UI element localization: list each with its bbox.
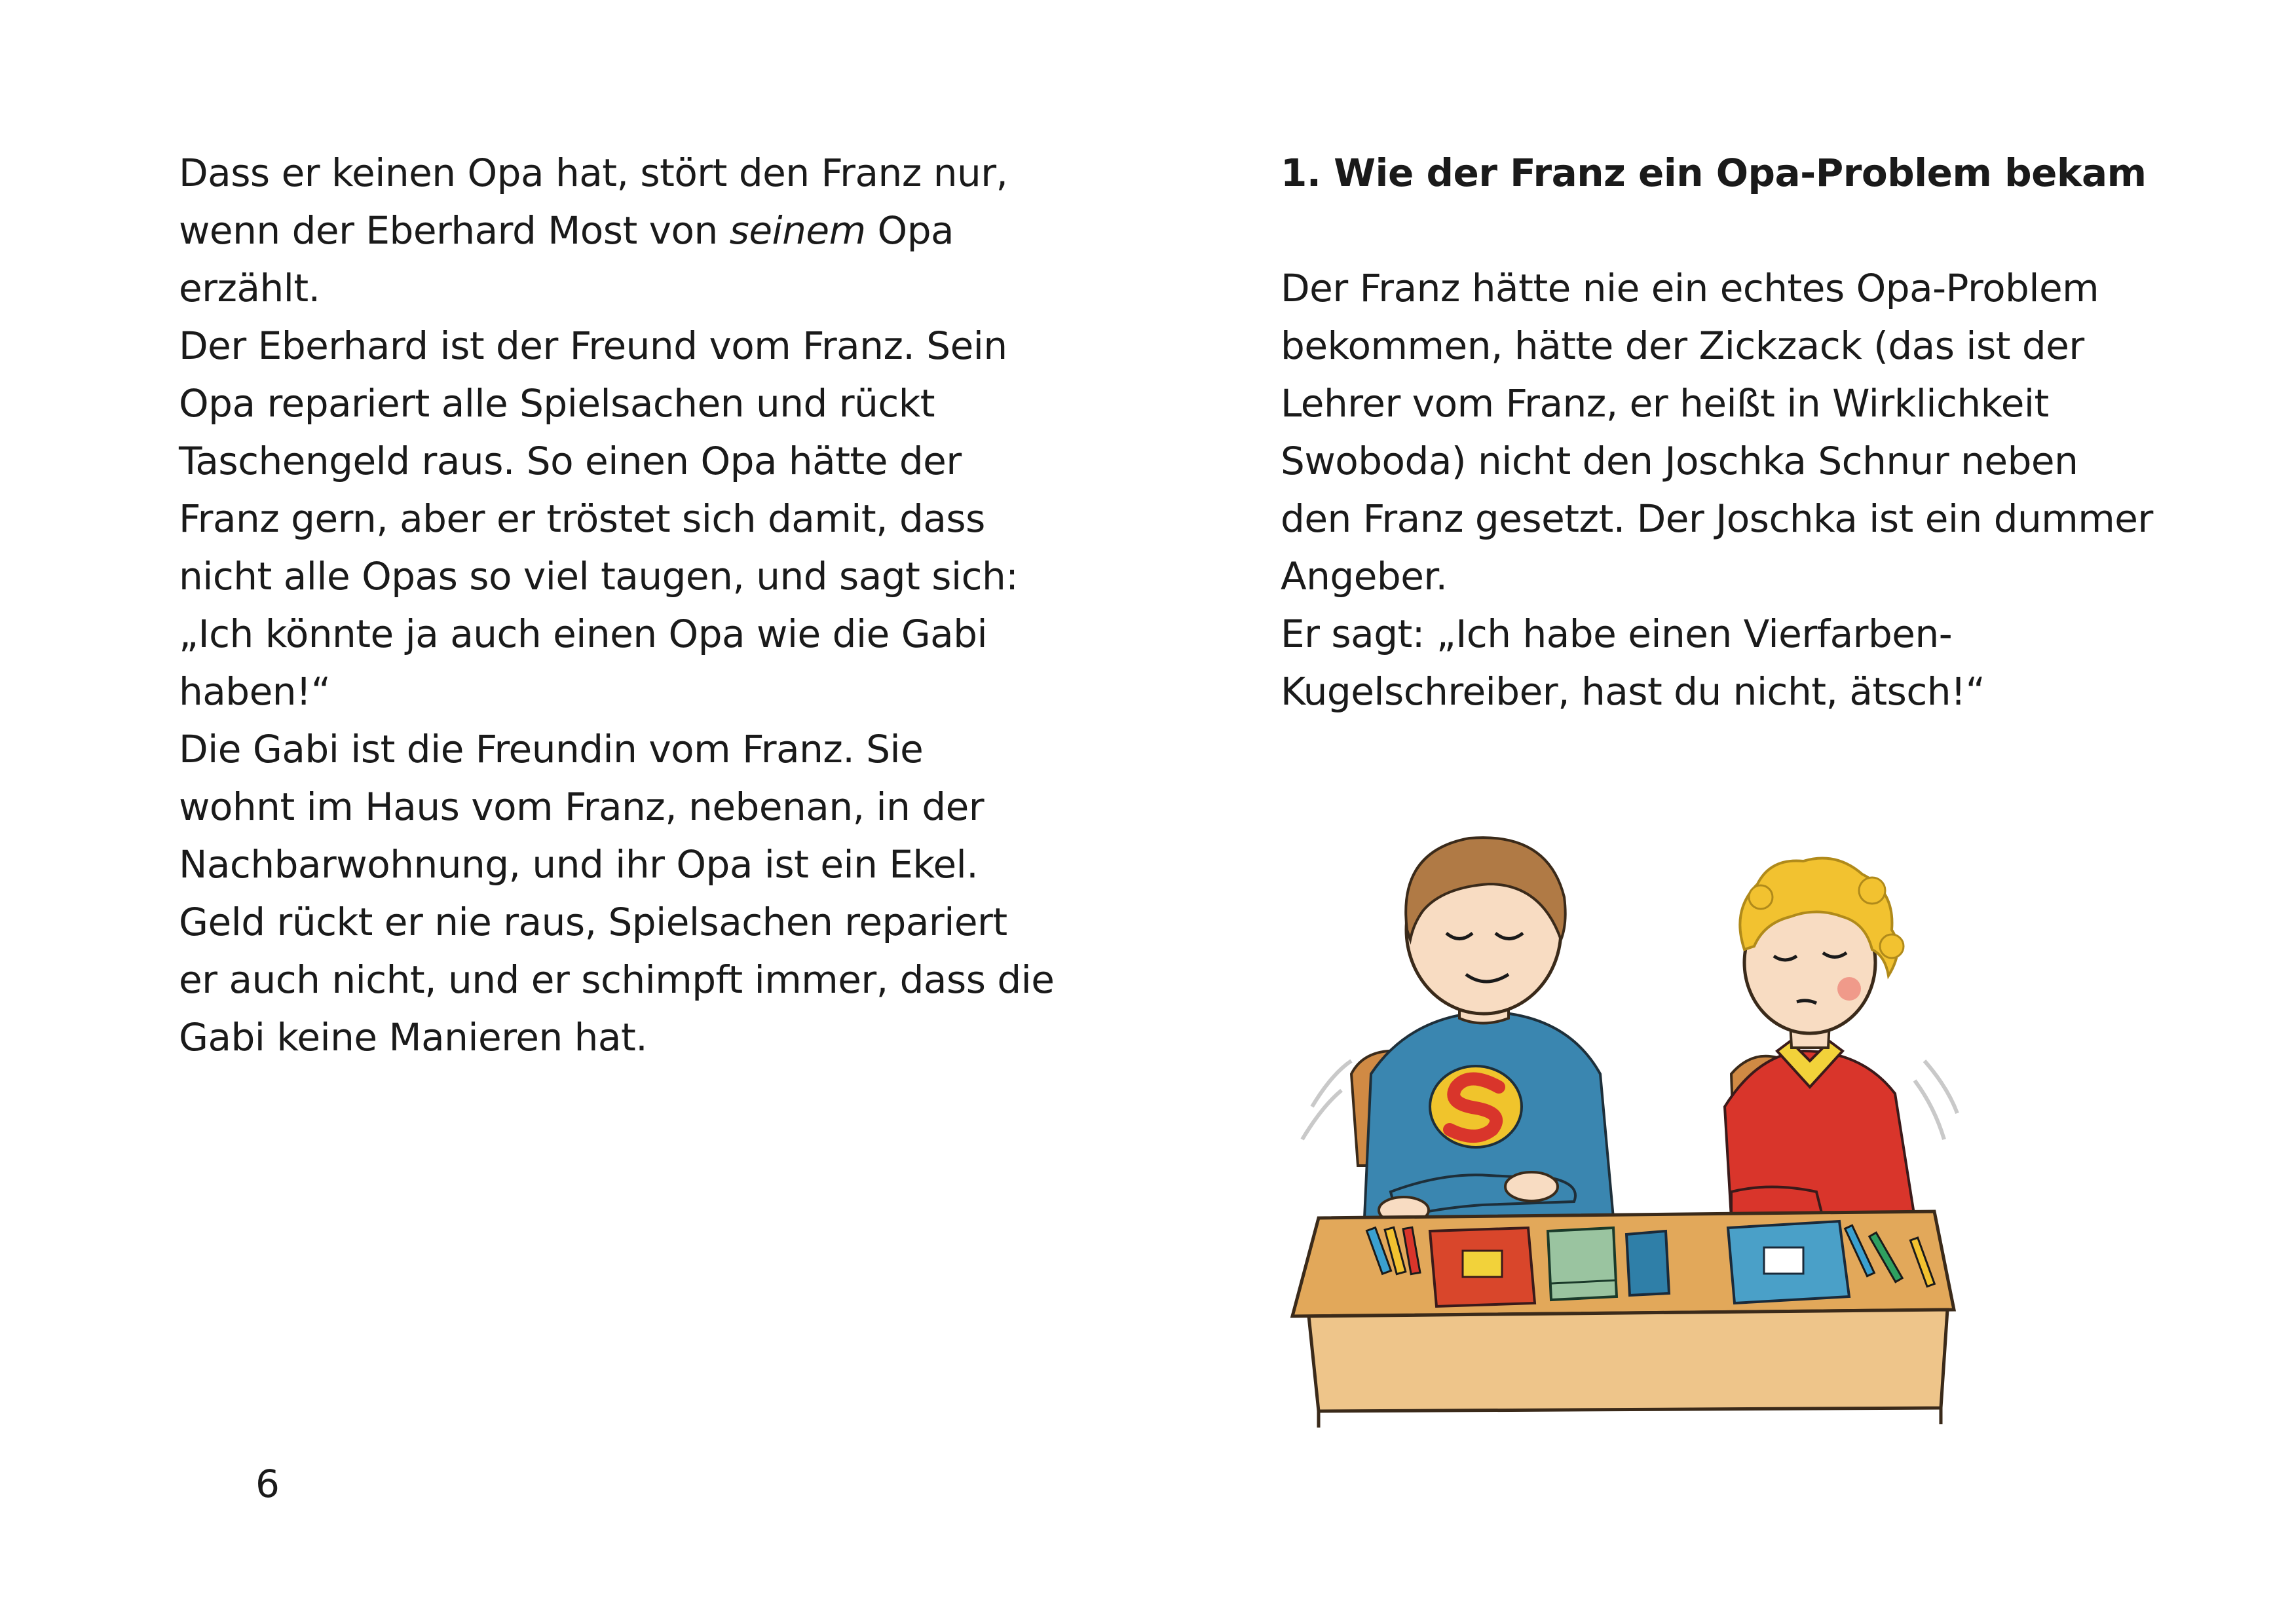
motion-lines-right [1915,1061,1957,1139]
green-books [1548,1228,1617,1300]
text-line: den Franz gesetzt. Der Joschka ist ein dummer [1281,496,2153,541]
text-line: Der Eberhard ist der Freund vom Franz. Sein [179,323,1007,368]
emphasized-word: seinem [729,208,866,253]
text-line: Franz gern, aber er tröstet sich damit, dass [179,496,985,541]
text-line: Lehrer vom Franz, er heißt in Wirklichkeit [1281,381,2049,426]
franz-figure [1364,838,1613,1223]
text-line: Angeber. [1281,554,1448,599]
text-line: Geld rückt er nie raus, Spielsachen repariert [179,900,1007,944]
text-line: wenn der Eberhard Most von seinem Opa [179,208,954,253]
text-line: er auch nicht, und er schimpft immer, dass die [179,957,1055,1002]
right-page-text [1281,144,2185,720]
motion-lines-left [1302,1061,1351,1139]
text-line: „Ich könnte ja auch einen Opa wie die Gabi [179,612,988,656]
text-line: wohnt im Haus vom Franz, nebenan, in der [179,784,985,829]
text-line: Taschengeld raus. So einen Opa hätte der [179,439,962,483]
text-line: Er sagt: „Ich habe einen Vierfarben- [1281,612,1953,656]
chapter-title: 1. Wie der Franz ein Opa-Problem bekam [1281,151,2147,195]
left-page-text [179,144,1070,1066]
text-line: erzählt. [179,266,320,310]
joschka-figure [1725,858,1915,1219]
text-line: haben!“ [179,669,331,714]
text-line: Gabi keine Manieren hat. [179,1015,648,1060]
text-line: Die Gabi ist die Freundin vom Franz. Sie [179,727,924,771]
classroom-illustration [1273,799,1980,1434]
text-line: Nachbarwohnung, und ihr Opa ist ein Ekel. [179,842,979,887]
text-line: Kugelschreiber, hast du nicht, ätsch!“ [1281,669,1985,714]
text-line: Swoboda) nicht den Joschka Schnur neben [1281,439,2078,483]
text-line: Der Franz hätte nie ein echtes Opa-Problem [1281,266,2099,310]
blue-box [1626,1231,1669,1295]
desk-front [1309,1310,1947,1411]
text-line: bekommen, hätte der Zickzack (das ist der [1281,323,2084,368]
text-line: nicht alle Opas so viel taugen, und sagt sich: [179,554,1019,599]
text-line: Dass er keinen Opa hat, stört den Franz nur, [179,151,1008,195]
text-line: Opa repariert alle Spielsachen und rückt [179,381,935,426]
right-page [1145,0,2290,1624]
page-number: 6 [255,1462,280,1506]
